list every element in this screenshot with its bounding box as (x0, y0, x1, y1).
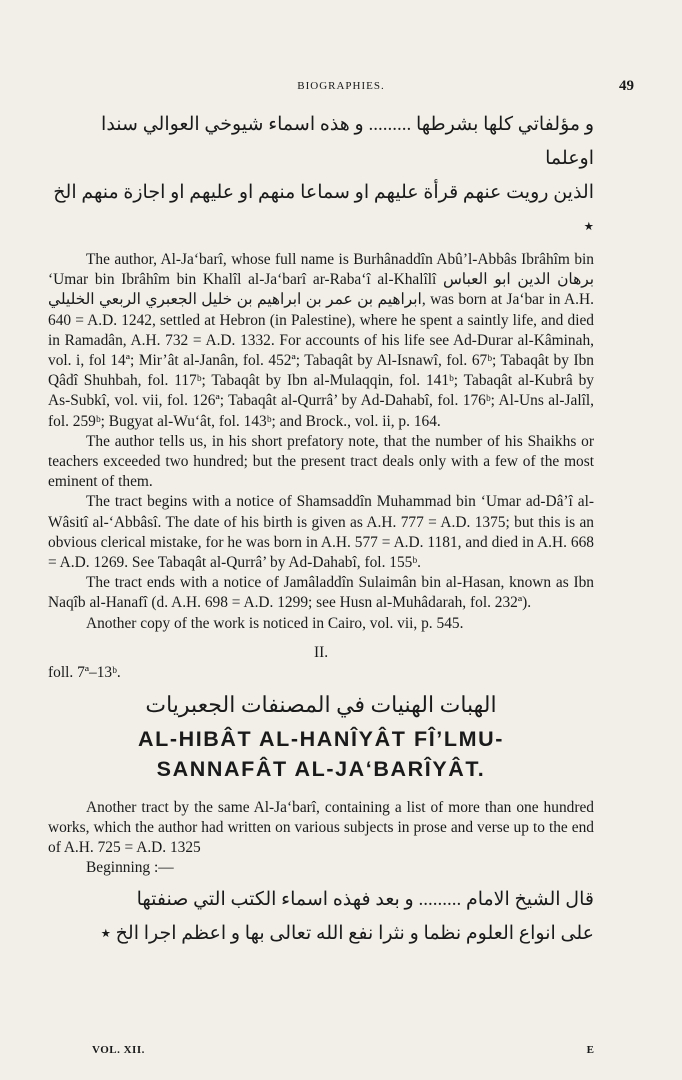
english-title (48, 724, 594, 784)
author-biography-paragraph: The author, Al-Ja‘barî, whose full name is Burhânaddîn Abû’l-Abbâs Ibrâhîm bin ‘Umar bin Ibrâhîm bin Khalîl al-Ja‘barî ar-Raba‘î al-Khalîlî برهان الدين ابو العباس ابراهيم بن عمر بن ابراهيم بن خليل الجعبري الربعي الخليلي, was born at Ja‘bar in A.H. 640 = A.D. 1242, settled at Hebron (in Palestine), where he spent a saintly life, and died in Ramadân, A.H. 732 = A.D. 1332. For accounts of his life see Ad-Durar al-Kâminah, vol. i, fol 14ª; Mir’ât al-Janân, fol. 452ª; Tabaqât by Al-Isnawî, fol. 67ᵇ; Tabaqât by Ibn Qâdî Shuhbah, fol. 117ᵇ; Tabaqât by Ibn al-Mulaqqin, fol. 141ᵇ; Tabaqât al-Kubrâ by As-Subkî, vol. vii, fol. 126ª; Tabaqât al-Qurrâ’ by Ad-Dahabî, fol. 176ᵇ; Al-Uns al-Jalîl, fol. 259ᵇ; Bugyat al-Wu‘ât, fol. 143ᵇ; and Brock., vol. ii, p. 164. (48, 251, 594, 430)
folio-range: foll. 7ª–13ᵇ. (48, 663, 121, 681)
arabic-opening-line-1: و مؤلفاتي كلها بشرطها ......... و هذه اسماء شيوخي العوالي سندا اوعلما (101, 114, 594, 169)
arabic-beginning-line-2: على انواع العلوم نظما و نثرا نفع الله تعالى بها و اعظم اجرا الخ ٭ (100, 922, 594, 944)
volume-signature: VOL. XII. (92, 1044, 145, 1056)
arabic-beginning-line-1: قال الشيخ الامام ......... و بعد فهذه اسماء الكتب التي صنفتها (136, 888, 594, 910)
section-number: II. (313, 643, 329, 661)
english-title-line-2: SANNAFÂT AL-JA‘BARÎYÂT. (156, 756, 486, 781)
another-copy-paragraph: Another copy of the work is noticed in Cairo, vol. vii, p. 545. (86, 614, 464, 632)
arabic-title: الهبات الهنيات في المصنفات الجعبريات (145, 691, 497, 717)
arabic-opening-line-2: الذين رويت عنهم قرأة عليهم او سماعا منهم او عليهم او اجازة منهم الخ ٭ (53, 182, 594, 237)
tract-begins-paragraph: The tract begins with a notice of Shamsaddîn Muhammad bin ‘Umar ad-Dâ’î al-Wâsitî al-‘Abbâsî. The date of his birth is given as A.H. 777 = A.D. 1375; but this is an obvious clerical mistake, for he was born in A.H. 577 = A.D. 1181, and died in A.H. 668 = A.D. 1269. See Tabaqât al-Qurrâ’ by Ad-Dahabî, fol. 155ᵇ. (48, 493, 594, 572)
shaikhs-paragraph: The author tells us, in his short prefatory note, that the number of his Shaikhs or teachers exceeded two hundred; but the present tract deals only with a few of the most eminent of them. (48, 432, 594, 491)
signature-mark: E (586, 1044, 594, 1056)
english-title-line-1: AL-HIBÂT AL-HANÎYÂT FÎ’LMU- (137, 726, 505, 751)
page-content (48, 108, 594, 951)
section-description: Another tract by the same Al-Ja‘barî, containing a list of more than one hundred works, which the author had written on various subjects in prose and verse up to the end of A.H. 725 = A.D. 1325 (48, 798, 594, 857)
tract-ends-paragraph: The tract ends with a notice of Jamâladdîn Sulaimân bin al-Hasan, known as Ibn Naqîb al-Hanafî (d. A.H. 698 = A.D. 1299; see Husn al-Muhâdarah, fol. 232ª). (48, 574, 594, 612)
page-header (48, 78, 634, 98)
running-head: BIOGRAPHIES. (297, 80, 385, 92)
beginning-label: Beginning :— (86, 859, 174, 877)
page-number: 49 (619, 78, 634, 94)
page-footer (48, 1044, 634, 1060)
